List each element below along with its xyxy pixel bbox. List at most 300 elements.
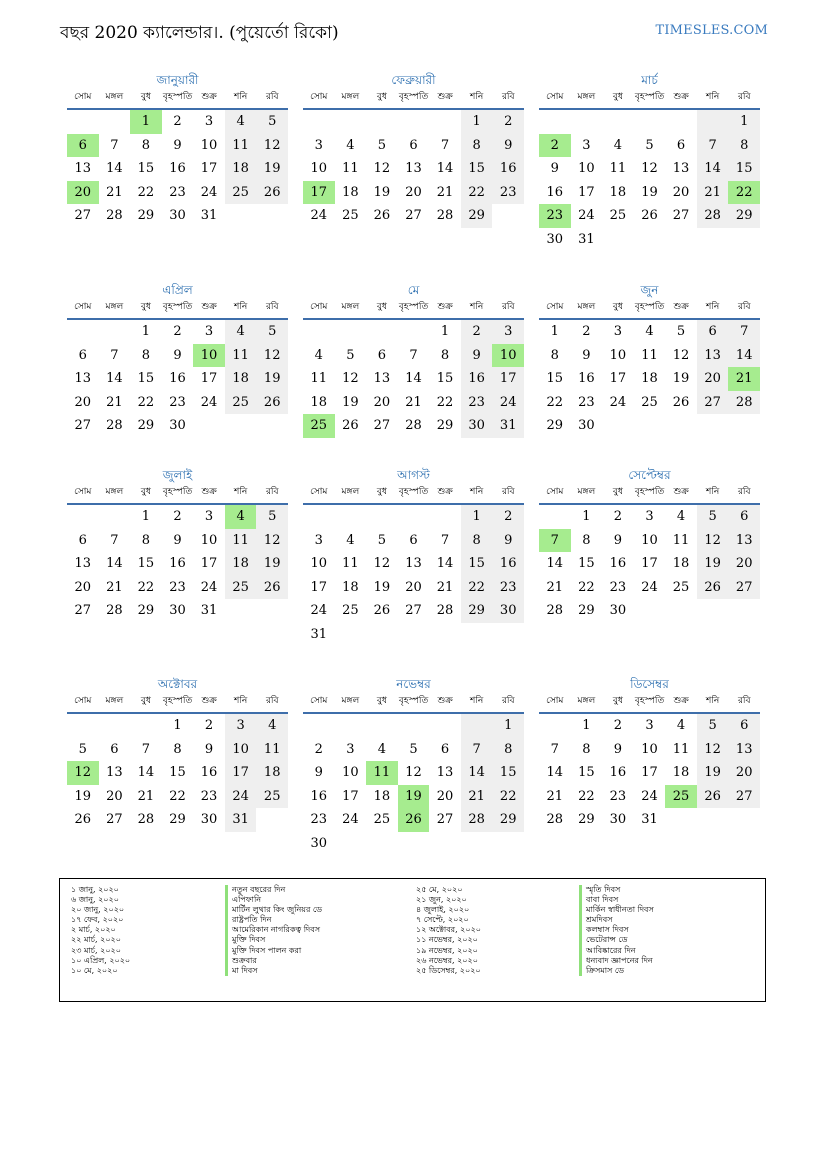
day-cell: 23 (200, 788, 218, 804)
day-cell: 3 (582, 137, 591, 153)
weekday-label: সোম (74, 487, 92, 497)
day-cell: 26 (697, 576, 729, 600)
day-cell: 7 (110, 532, 119, 548)
day-cell: 25 (225, 576, 257, 600)
holiday-day-cell: 26 (398, 808, 430, 832)
day-grid (67, 714, 288, 832)
month-block (539, 72, 760, 251)
holiday-name: মা দিবস (225, 966, 322, 976)
day-cell: 21 (461, 785, 493, 809)
holiday-name: শ্রমদিবস (579, 915, 654, 925)
day-cell: 13 (405, 556, 422, 571)
holiday-legend (59, 878, 766, 1002)
month-name: সেপ্টেম্বর (628, 468, 671, 482)
day-cell: 20 (697, 367, 729, 391)
weekday-label: শনি (234, 302, 248, 312)
day-cell: 27 (436, 812, 454, 827)
weekday-label: রবি (265, 487, 279, 497)
holiday-name: মুক্তি দিবস (225, 935, 322, 945)
day-cell: 1 (440, 324, 450, 339)
day-cell: 22 (137, 579, 155, 595)
holiday-name: এপিফানি (225, 895, 322, 905)
weekday-header (303, 300, 524, 320)
day-cell: 7 (440, 137, 450, 153)
day-cell: 30 (169, 208, 186, 223)
day-grid (539, 505, 760, 623)
day-cell: 23 (609, 579, 627, 595)
day-cell: 3 (645, 718, 654, 733)
day-cell: 11 (672, 741, 690, 757)
day-cell: 18 (641, 371, 658, 386)
day-cell: 12 (405, 765, 422, 780)
day-cell: 7 (728, 320, 760, 344)
day-cell: 27 (74, 418, 92, 433)
day-cell: 29 (578, 603, 595, 618)
holiday-day-cell: 25 (303, 414, 335, 438)
day-cell: 23 (492, 576, 524, 600)
day-cell: 3 (645, 509, 654, 524)
weekday-label: রবি (265, 92, 279, 102)
empty-cell (130, 714, 162, 738)
holiday-name: মার্টিন লুথার কিং জুনিয়র ডে (225, 905, 322, 915)
day-cell: 26 (256, 181, 288, 205)
day-cell: 28 (405, 418, 422, 433)
day-cell: 27 (373, 418, 391, 433)
empty-cell (398, 110, 430, 134)
empty-cell (539, 110, 571, 134)
day-cell: 24 (225, 785, 257, 809)
day-cell: 6 (409, 532, 418, 548)
empty-cell (571, 110, 603, 134)
day-cell: 22 (546, 394, 564, 410)
day-cell: 20 (728, 552, 760, 576)
month-block (303, 467, 524, 646)
day-cell: 28 (106, 603, 123, 618)
day-cell: 27 (405, 208, 422, 223)
empty-cell (335, 505, 367, 529)
empty-cell (67, 505, 99, 529)
day-cell: 3 (314, 532, 323, 548)
day-cell: 14 (137, 765, 155, 780)
holiday-name: রাষ্ট্রপতি দিন (225, 915, 322, 925)
day-cell: 7 (110, 347, 119, 363)
weekday-label: শুক্র (437, 487, 453, 497)
weekday-label: বুধ (140, 302, 151, 312)
day-cell: 10 (609, 347, 627, 363)
weekday-label: বৃহস্পতি (634, 696, 665, 706)
empty-cell (665, 110, 697, 134)
weekday-label: রবি (501, 696, 515, 706)
day-cell: 1 (461, 505, 493, 529)
day-cell: 30 (200, 812, 218, 827)
weekday-label: রবি (501, 487, 515, 497)
day-grid (303, 110, 524, 228)
day-cell: 25 (225, 391, 257, 415)
weekday-label: সোম (546, 92, 564, 102)
day-cell: 7 (550, 741, 559, 757)
weekday-label: শুক্র (201, 487, 217, 497)
day-cell: 22 (137, 184, 155, 200)
weekday-label: বৃহস্পতি (634, 487, 665, 497)
empty-cell (303, 110, 335, 134)
day-cell: 11 (641, 347, 658, 363)
day-cell: 5 (346, 347, 355, 363)
month-block (303, 676, 524, 855)
day-cell: 27 (728, 785, 760, 809)
holiday-day-cell: 20 (67, 181, 99, 205)
weekday-label: শনি (706, 302, 720, 312)
day-cell: 27 (74, 603, 92, 618)
day-cell: 15 (492, 761, 524, 785)
day-cell: 4 (676, 509, 686, 524)
weekday-label: বুধ (612, 302, 623, 312)
day-cell: 26 (74, 812, 92, 827)
day-cell: 5 (256, 320, 288, 344)
day-cell: 20 (106, 788, 123, 804)
day-cell: 28 (546, 603, 564, 618)
day-cell: 26 (373, 208, 391, 223)
day-cell: 8 (461, 529, 493, 553)
day-cell: 8 (582, 741, 591, 757)
weekday-label: মঙ্গল (105, 487, 124, 497)
day-cell: 28 (461, 808, 493, 832)
day-cell: 4 (256, 714, 288, 738)
day-cell: 22 (436, 394, 454, 410)
day-cell: 29 (137, 603, 155, 618)
weekday-label: মঙ্গল (105, 302, 124, 312)
day-cell: 8 (492, 738, 524, 762)
holiday-name: বাবা দিবস (579, 895, 654, 905)
weekday-label: শনি (706, 92, 720, 102)
holiday-name: শুক্রবার (225, 956, 322, 966)
day-cell: 16 (578, 371, 595, 386)
day-cell: 9 (173, 532, 182, 548)
weekday-label: মঙ্গল (341, 696, 360, 706)
day-cell: 29 (492, 808, 524, 832)
day-cell: 18 (672, 765, 690, 780)
day-cell: 22 (461, 576, 493, 600)
day-cell: 28 (436, 208, 454, 223)
day-cell: 23 (461, 391, 493, 415)
day-cell: 10 (641, 532, 658, 548)
weekday-label: সোম (310, 92, 328, 102)
day-cell: 8 (728, 134, 760, 158)
day-cell: 1 (582, 718, 591, 733)
day-cell: 26 (256, 576, 288, 600)
day-cell: 19 (373, 184, 391, 200)
day-cell: 27 (697, 391, 729, 415)
day-cell: 19 (672, 371, 690, 386)
weekday-label: সোম (310, 302, 328, 312)
holiday-name: ভেটেরান্স ডে (579, 935, 654, 945)
weekday-header (303, 485, 524, 505)
day-cell: 31 (492, 414, 524, 438)
day-cell: 30 (461, 414, 493, 438)
holiday-date: ১০ এপ্রিল, ২০২০ (71, 955, 131, 965)
holiday-name: মার্কিন স্বাধীনতা দিবস (579, 905, 654, 915)
weekday-header (67, 300, 288, 320)
day-cell: 9 (613, 741, 623, 757)
day-cell: 13 (697, 344, 729, 368)
holiday-day-cell: 4 (225, 505, 257, 529)
empty-cell (461, 714, 493, 738)
day-cell: 19 (697, 761, 729, 785)
day-cell: 11 (256, 738, 288, 762)
day-cell: 18 (342, 579, 359, 595)
day-cell: 3 (346, 741, 355, 757)
day-cell: 10 (310, 161, 328, 176)
day-cell: 19 (342, 394, 359, 410)
day-cell: 29 (546, 418, 564, 433)
empty-cell (697, 110, 729, 134)
day-cell: 23 (609, 788, 627, 804)
weekday-label: শনি (706, 487, 720, 497)
day-cell: 26 (256, 391, 288, 415)
day-cell: 13 (373, 371, 391, 386)
day-cell: 12 (641, 161, 658, 176)
day-cell: 8 (550, 347, 559, 363)
day-cell: 14 (546, 765, 564, 780)
day-cell: 13 (728, 529, 760, 553)
weekday-label: মঙ্গল (105, 92, 124, 102)
holiday-day-cell: 19 (398, 785, 430, 809)
day-cell: 20 (74, 394, 92, 410)
day-cell: 24 (641, 579, 658, 595)
day-cell: 21 (405, 394, 422, 410)
day-cell: 16 (169, 161, 186, 176)
day-cell: 24 (310, 208, 328, 223)
day-cell: 14 (728, 344, 760, 368)
holiday-day-cell: 10 (492, 344, 524, 368)
empty-cell (398, 505, 430, 529)
empty-cell (99, 320, 131, 344)
day-cell: 11 (310, 371, 328, 386)
empty-cell (398, 714, 430, 738)
weekday-label: সোম (546, 696, 564, 706)
day-cell: 14 (106, 161, 123, 176)
weekday-label: রবি (737, 487, 751, 497)
day-cell: 24 (641, 788, 658, 804)
weekday-label: রবি (737, 92, 751, 102)
day-cell: 13 (74, 556, 92, 571)
weekday-label: রবি (265, 302, 279, 312)
day-cell: 24 (310, 603, 328, 618)
holiday-date: ২১ জুন, ২০২০ (416, 895, 467, 905)
day-cell: 6 (440, 741, 450, 757)
day-cell: 11 (609, 161, 627, 176)
day-cell: 12 (697, 738, 729, 762)
day-cell: 1 (582, 509, 591, 524)
day-cell: 2 (173, 509, 182, 524)
day-cell: 19 (641, 184, 658, 200)
day-cell: 15 (461, 157, 493, 181)
day-cell: 10 (578, 161, 595, 176)
holiday-day-cell: 10 (193, 344, 225, 368)
day-cell: 24 (578, 208, 595, 223)
day-cell: 1 (141, 324, 151, 339)
weekday-label: শনি (234, 696, 248, 706)
day-cell: 8 (461, 134, 493, 158)
holiday-name: ক্রিসমাস ডে (579, 966, 654, 976)
holiday-date: ২৬ নভেম্বর, ২০২০ (416, 955, 478, 965)
holiday-date: ২ মার্চ, ২০২০ (71, 925, 116, 935)
holiday-date: ১২ অক্টোবর, ২০২০ (416, 925, 481, 935)
holiday-date: ৬ জানু, ২০২০ (71, 895, 119, 905)
day-cell: 25 (256, 785, 288, 809)
weekday-label: সোম (310, 696, 328, 706)
month-block (67, 467, 288, 623)
month-name: আগস্ট (397, 468, 430, 482)
empty-cell (398, 320, 430, 344)
day-cell: 1 (550, 324, 559, 339)
day-cell: 20 (373, 394, 391, 410)
day-cell: 2 (613, 718, 623, 733)
day-cell: 19 (256, 367, 288, 391)
day-cell: 24 (609, 394, 627, 410)
weekday-label: বৃহস্পতি (398, 302, 429, 312)
weekday-label: বুধ (612, 696, 623, 706)
empty-cell (303, 320, 335, 344)
day-cell: 15 (578, 556, 595, 571)
weekday-label: মঙ্গল (577, 487, 596, 497)
day-cell: 19 (373, 579, 391, 595)
day-cell: 17 (200, 371, 218, 386)
day-cell: 15 (461, 552, 493, 576)
day-cell: 9 (492, 134, 524, 158)
day-cell: 30 (609, 603, 627, 618)
weekday-label: শনি (470, 696, 484, 706)
day-cell: 8 (440, 347, 450, 363)
day-cell: 3 (314, 137, 323, 153)
weekday-label: রবি (265, 696, 279, 706)
day-cell: 25 (342, 603, 359, 618)
site-link[interactable]: TIMESLES.COM (655, 23, 768, 38)
day-cell: 6 (728, 505, 760, 529)
day-cell: 30 (578, 418, 595, 433)
day-cell: 31 (578, 231, 595, 247)
day-cell: 9 (314, 765, 323, 780)
weekday-header (67, 694, 288, 714)
day-cell: 31 (310, 626, 328, 642)
weekday-label: সোম (546, 487, 564, 497)
holiday-date: ২৩ মার্চ, ২০২০ (71, 945, 121, 955)
month-block (303, 72, 524, 228)
day-cell: 13 (74, 371, 92, 386)
holiday-date: ১১ নভেম্বর, ২০২০ (416, 935, 478, 945)
day-cell: 1 (173, 718, 182, 733)
day-cell: 20 (672, 184, 690, 200)
day-cell: 7 (461, 738, 493, 762)
holiday-day-cell: 25 (665, 785, 697, 809)
empty-cell (429, 505, 461, 529)
day-cell: 6 (697, 320, 729, 344)
day-cell: 25 (342, 208, 359, 223)
day-cell: 10 (342, 765, 359, 780)
day-cell: 20 (436, 788, 454, 804)
weekday-label: শুক্র (201, 302, 217, 312)
day-cell: 30 (169, 603, 186, 618)
holiday-day-cell: 6 (67, 134, 99, 158)
day-cell: 14 (546, 556, 564, 571)
day-cell: 24 (200, 579, 218, 595)
weekday-label: শনি (234, 92, 248, 102)
weekday-label: রবি (737, 696, 751, 706)
weekday-label: মঙ্গল (105, 696, 124, 706)
weekday-label: বৃহস্পতি (162, 696, 193, 706)
day-cell: 11 (225, 344, 257, 368)
day-cell: 28 (106, 418, 123, 433)
holiday-date: ৪ জুলাই, ২০২০ (416, 905, 470, 915)
weekday-header (539, 90, 760, 110)
day-cell: 22 (461, 181, 493, 205)
weekday-label: বৃহস্পতি (398, 696, 429, 706)
day-cell: 2 (314, 741, 323, 757)
day-cell: 24 (200, 184, 218, 200)
month-name: জুন (640, 283, 659, 297)
day-cell: 15 (546, 371, 564, 386)
day-cell: 11 (672, 532, 690, 548)
day-cell: 12 (256, 529, 288, 553)
day-cell: 25 (672, 579, 690, 595)
day-cell: 9 (582, 347, 591, 363)
day-cell: 17 (200, 161, 218, 176)
empty-cell (303, 505, 335, 529)
day-cell: 22 (137, 394, 155, 410)
day-cell: 10 (310, 556, 328, 571)
day-cell: 21 (436, 184, 454, 200)
day-cell: 2 (492, 505, 524, 529)
month-block (539, 467, 760, 623)
day-cell: 15 (436, 371, 454, 386)
weekday-label: রবি (501, 302, 515, 312)
day-cell: 9 (204, 741, 214, 757)
day-cell: 28 (546, 812, 564, 827)
day-cell: 14 (436, 161, 454, 176)
weekday-label: সোম (74, 302, 92, 312)
day-cell: 11 (342, 161, 359, 176)
holiday-day-cell: 2 (539, 134, 571, 158)
day-cell: 29 (436, 418, 454, 433)
weekday-label: শুক্র (437, 696, 453, 706)
month-name: এপ্রিল (162, 283, 193, 297)
holiday-name: আমেরিকান নাগরিকত্ব দিবস (225, 925, 322, 935)
weekday-label: মঙ্গল (577, 696, 596, 706)
weekday-label: বুধ (612, 92, 623, 102)
day-cell: 18 (310, 394, 328, 410)
day-grid (67, 505, 288, 623)
day-cell: 21 (106, 394, 123, 410)
empty-cell (67, 714, 99, 738)
weekday-header (303, 90, 524, 110)
empty-cell (67, 320, 99, 344)
day-cell: 29 (169, 812, 186, 827)
day-cell: 9 (173, 347, 182, 363)
day-cell: 14 (461, 761, 493, 785)
day-cell: 4 (225, 320, 257, 344)
day-cell: 30 (310, 835, 328, 851)
weekday-label: বৃহস্পতি (634, 92, 665, 102)
day-cell: 4 (314, 347, 323, 363)
day-cell: 1 (461, 110, 493, 134)
day-cell: 16 (310, 788, 328, 804)
day-cell: 2 (173, 324, 182, 339)
day-cell: 7 (110, 137, 119, 153)
day-cell: 12 (697, 529, 729, 553)
day-cell: 16 (609, 556, 627, 571)
month-name: ফেব্রুয়ারী (391, 73, 436, 87)
day-cell: 24 (342, 812, 359, 827)
day-cell: 12 (373, 556, 391, 571)
